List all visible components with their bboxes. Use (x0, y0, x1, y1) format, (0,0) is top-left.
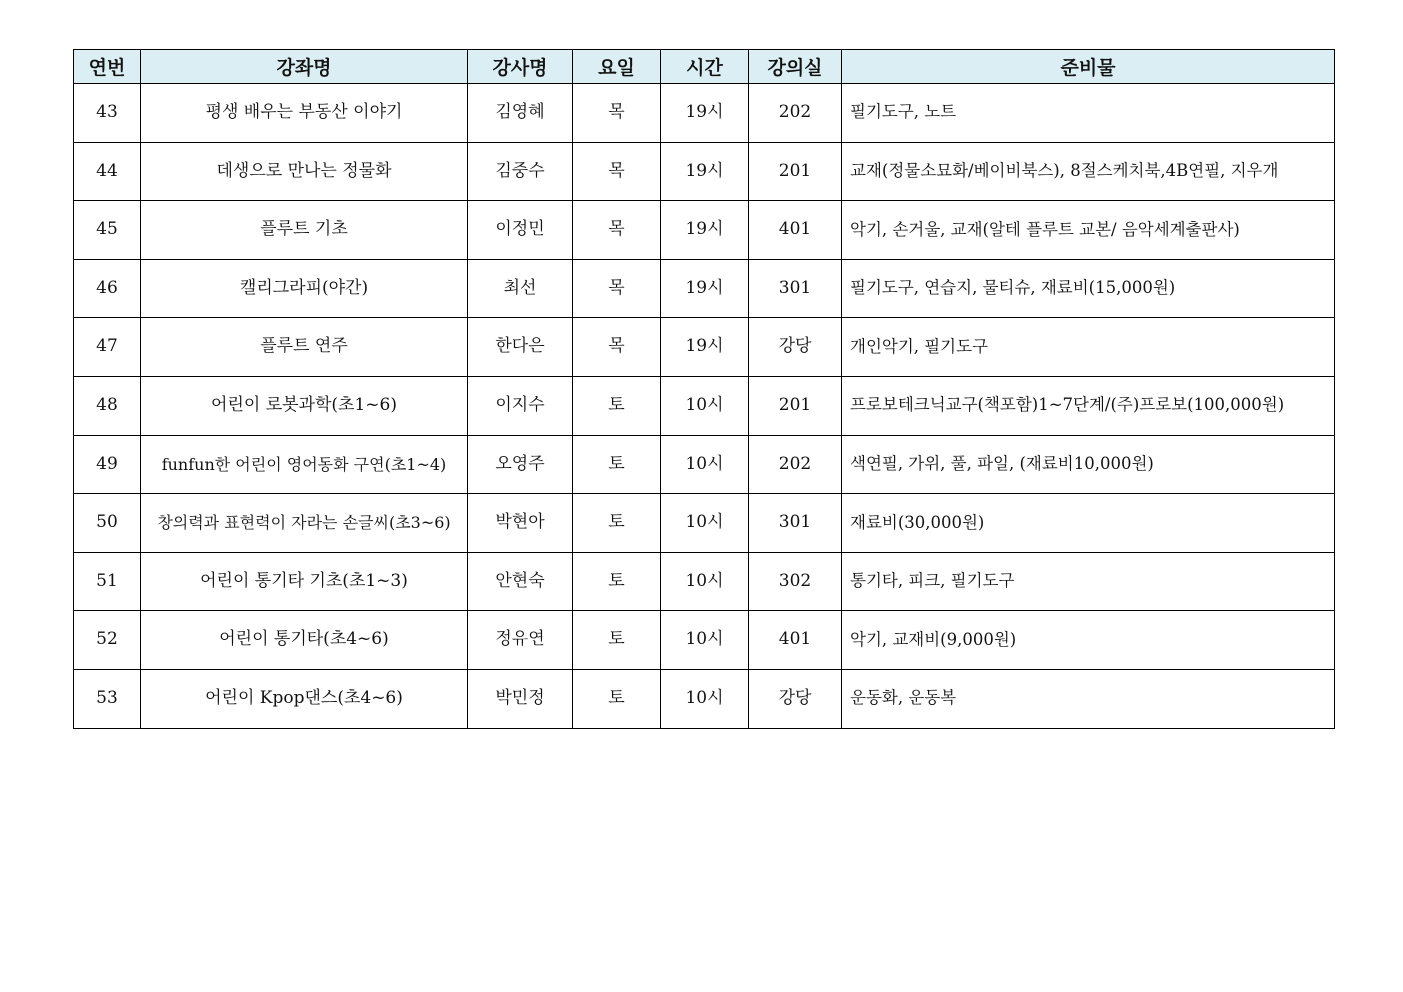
cell-course: 데생으로 만나는 정물화 (141, 142, 468, 201)
cell-time: 19시 (661, 142, 749, 201)
cell-room: 401 (749, 611, 842, 670)
cell-time: 10시 (661, 435, 749, 494)
cell-time: 10시 (661, 552, 749, 611)
header-time: 시간 (661, 50, 749, 84)
cell-day: 토 (573, 376, 661, 435)
cell-instructor: 정유연 (468, 611, 573, 670)
cell-instructor: 박민정 (468, 669, 573, 728)
cell-instructor: 오영주 (468, 435, 573, 494)
cell-materials: 색연필, 가위, 풀, 파일, (재료비10,000원) (842, 435, 1335, 494)
cell-room: 302 (749, 552, 842, 611)
cell-no: 49 (74, 435, 141, 494)
table-row (74, 376, 1335, 435)
cell-time: 10시 (661, 376, 749, 435)
cell-room: 301 (749, 494, 842, 553)
cell-time: 19시 (661, 201, 749, 260)
cell-time: 10시 (661, 494, 749, 553)
header-day: 요일 (573, 50, 661, 84)
cell-time: 19시 (661, 259, 749, 318)
table-row (74, 435, 1335, 494)
cell-time: 19시 (661, 318, 749, 377)
cell-instructor: 김영혜 (468, 84, 573, 143)
cell-course: 평생 배우는 부동산 이야기 (141, 84, 468, 143)
cell-instructor: 박현아 (468, 494, 573, 553)
cell-day: 목 (573, 318, 661, 377)
cell-no: 47 (74, 318, 141, 377)
cell-day: 목 (573, 84, 661, 143)
cell-materials: 필기도구, 연습지, 물티슈, 재료비(15,000원) (842, 259, 1335, 318)
table-row (74, 669, 1335, 728)
cell-room: 202 (749, 435, 842, 494)
cell-course: 플루트 연주 (141, 318, 468, 377)
cell-course: funfun한 어린이 영어동화 구연(초1~4) (141, 435, 468, 494)
cell-materials: 개인악기, 필기도구 (842, 318, 1335, 377)
cell-room: 201 (749, 376, 842, 435)
header-materials: 준비물 (842, 50, 1335, 84)
table-row (74, 201, 1335, 260)
table-row (74, 611, 1335, 670)
cell-room: 201 (749, 142, 842, 201)
cell-materials: 프로보테크닉교구(책포함)1~7단계/(주)프로보(100,000원) (842, 376, 1335, 435)
cell-materials: 악기, 손거울, 교재(알테 플루트 교본/ 음악세계출판사) (842, 201, 1335, 260)
table-row (74, 318, 1335, 377)
cell-course: 플루트 기초 (141, 201, 468, 260)
cell-room: 강당 (749, 669, 842, 728)
cell-day: 토 (573, 552, 661, 611)
cell-materials: 통기타, 피크, 필기도구 (842, 552, 1335, 611)
cell-instructor: 이정민 (468, 201, 573, 260)
cell-course: 캘리그라피(야간) (141, 259, 468, 318)
header-course: 강좌명 (141, 50, 468, 84)
cell-time: 10시 (661, 611, 749, 670)
cell-instructor: 김중수 (468, 142, 573, 201)
cell-room: 202 (749, 84, 842, 143)
header-instructor: 강사명 (468, 50, 573, 84)
cell-room: 강당 (749, 318, 842, 377)
cell-no: 45 (74, 201, 141, 260)
table-row (74, 552, 1335, 611)
cell-course: 어린이 통기타 기초(초1~3) (141, 552, 468, 611)
cell-instructor: 안현숙 (468, 552, 573, 611)
cell-time: 10시 (661, 669, 749, 728)
cell-day: 목 (573, 259, 661, 318)
cell-room: 301 (749, 259, 842, 318)
cell-no: 48 (74, 376, 141, 435)
cell-course: 창의력과 표현력이 자라는 손글씨(초3~6) (141, 494, 468, 553)
cell-no: 52 (74, 611, 141, 670)
cell-materials: 교재(정물소묘화/베이비북스), 8절스케치북,4B연필, 지우개 (842, 142, 1335, 201)
table-row (74, 84, 1335, 143)
cell-no: 51 (74, 552, 141, 611)
cell-instructor: 한다은 (468, 318, 573, 377)
cell-day: 목 (573, 142, 661, 201)
cell-no: 50 (74, 494, 141, 553)
cell-materials: 재료비(30,000원) (842, 494, 1335, 553)
table-row (74, 494, 1335, 553)
cell-day: 목 (573, 201, 661, 260)
cell-no: 53 (74, 669, 141, 728)
cell-no: 46 (74, 259, 141, 318)
cell-no: 44 (74, 142, 141, 201)
header-room: 강의실 (749, 50, 842, 84)
cell-day: 토 (573, 435, 661, 494)
cell-course: 어린이 로봇과학(초1~6) (141, 376, 468, 435)
cell-day: 토 (573, 611, 661, 670)
cell-materials: 운동화, 운동복 (842, 669, 1335, 728)
header-no: 연번 (74, 50, 141, 84)
cell-course: 어린이 통기타(초4~6) (141, 611, 468, 670)
cell-course: 어린이 Kpop댄스(초4~6) (141, 669, 468, 728)
header-row (74, 50, 1335, 84)
cell-room: 401 (749, 201, 842, 260)
course-schedule-table (73, 49, 1335, 729)
table-row (74, 142, 1335, 201)
cell-materials: 악기, 교재비(9,000원) (842, 611, 1335, 670)
cell-instructor: 이지수 (468, 376, 573, 435)
cell-no: 43 (74, 84, 141, 143)
cell-day: 토 (573, 669, 661, 728)
cell-materials: 필기도구, 노트 (842, 84, 1335, 143)
cell-instructor: 최선 (468, 259, 573, 318)
table-row (74, 259, 1335, 318)
cell-time: 19시 (661, 84, 749, 143)
cell-day: 토 (573, 494, 661, 553)
